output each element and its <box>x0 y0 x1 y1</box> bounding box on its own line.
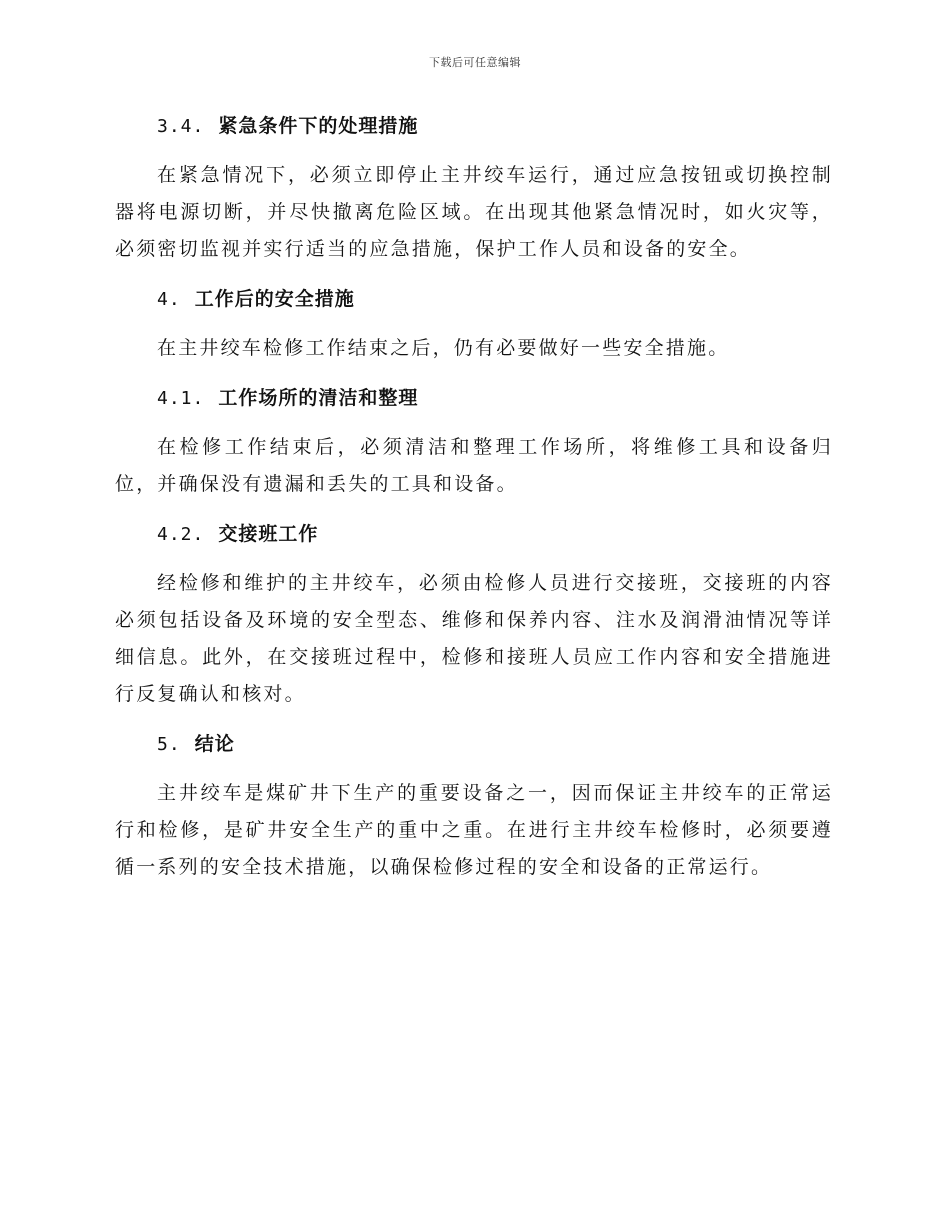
section-heading-3-4 <box>115 108 833 145</box>
section-paragraph: 在主井绞车检修工作结束之后，仍有必要做好一些安全措施。 <box>157 337 730 359</box>
section-heading-4-2 <box>115 516 833 553</box>
section-paragraph: 经检修和维护的主井绞车，必须由检修人员进行交接班，交接班的内容必须包括设备及环境的安全型态、维修和保养内容、注水及润滑油情况等详细信息。此外，在交接班过程中，检修和接班人员应工作内容和安全措施进行反复确认和核对。 <box>115 572 833 705</box>
section-title: 工作场所的清洁和整理 <box>218 387 419 409</box>
section-number: 3.4. <box>157 116 205 137</box>
section-number: 4.2. <box>157 524 205 545</box>
page-header-note: 下载后可任意编辑 <box>429 56 521 69</box>
section-heading-5 <box>115 726 833 763</box>
section-title: 结论 <box>194 733 235 755</box>
section-paragraph: 在检修工作结束后，必须清洁和整理工作场所，将维修工具和设备归位，并确保没有遗漏和丢失的工具和设备。 <box>115 436 833 495</box>
section-number: 5. <box>157 734 181 755</box>
section-title: 交接班工作 <box>218 523 319 545</box>
section-title: 工作后的安全措施 <box>194 288 355 310</box>
section-paragraph: 主井绞车是煤矿井下生产的重要设备之一，因而保证主井绞车的正常运行和检修，是矿井安全生产的重中之重。在进行主井绞车检修时，必须要遵循一系列的安全技术措施，以确保检修过程的安全和设备的正常运行。 <box>115 782 833 878</box>
document-body <box>115 108 833 886</box>
section-number: 4.1. <box>157 388 205 409</box>
section-paragraph: 在紧急情况下，必须立即停止主井绞车运行，通过应急按钮或切换控制器将电源切断，并尽快撤离危险区域。在出现其他紧急情况时，如火灾等，必须密切监视并实行适当的应急措施，保护工作人员和设备的安全。 <box>115 164 833 260</box>
section-title: 紧急条件下的处理措施 <box>218 115 419 137</box>
section-heading-4-1 <box>115 380 833 417</box>
section-heading-4 <box>115 281 833 318</box>
section-number: 4. <box>157 289 181 310</box>
